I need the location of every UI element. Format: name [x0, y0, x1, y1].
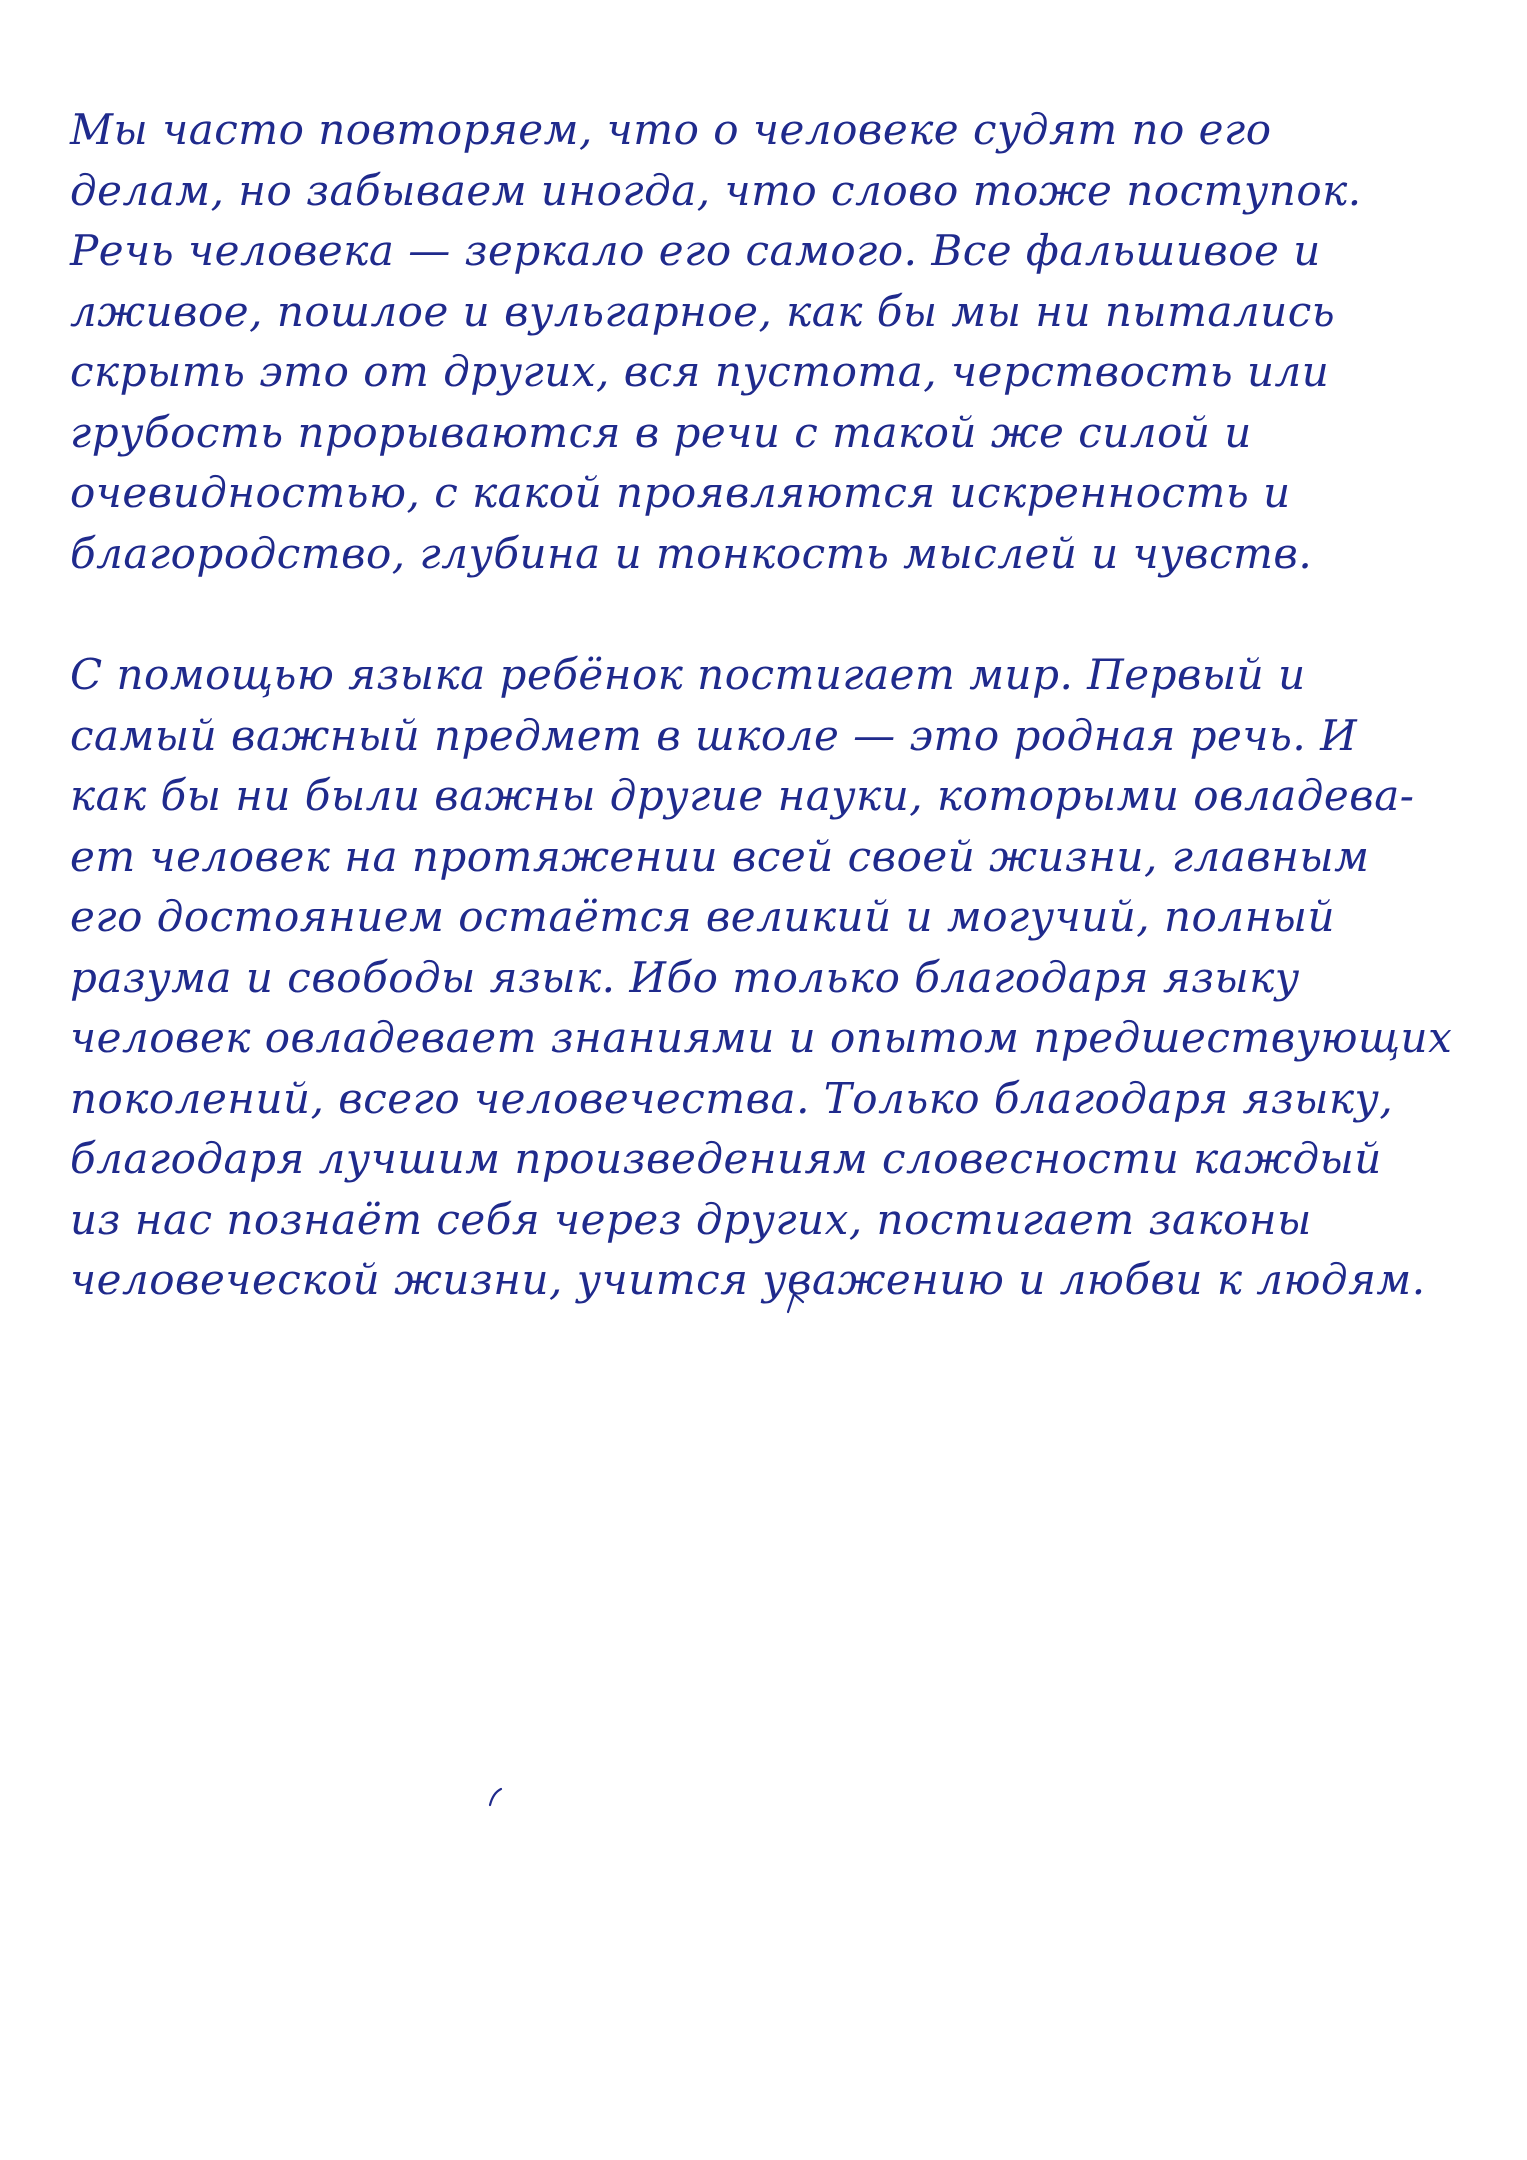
paragraph-1: [70, 100, 1490, 584]
text-line: Мы часто повторяем, что о человеке судят по его: [70, 105, 1272, 154]
pen-stroke-mark: [487, 1785, 507, 1807]
text-line: Речь человека — зеркало его самого. Все фальшивое и: [70, 226, 1321, 275]
text-line: благодаря лучшим произведениям словесности каждый: [70, 1134, 1382, 1183]
text-line: самый важный предмет в школе — это родная речь. И: [70, 710, 1358, 760]
text-line: поколений, всего человечества. Только благодаря языку,: [70, 1073, 1394, 1123]
text-line: благородство, глубина и тонкость мыслей и чувств.: [70, 528, 1313, 578]
text-line: скрыть это от других, вся пустота, черствость или: [70, 347, 1330, 396]
text-line: из нас познаёт себя через других, постигает законы: [70, 1194, 1312, 1244]
text-line: ет человек на протяжении всей своей жизни, главным: [70, 831, 1370, 881]
text-line: человеческой жизни, учится уважению и любви к людям.: [70, 1255, 1426, 1304]
pen-stroke-mark: [785, 1290, 807, 1314]
text-line: человек овладевает знаниями и опытом предшествующих: [70, 1013, 1453, 1062]
paragraph-2: [70, 645, 1490, 1311]
text-line: грубость прорываются в речи с такой же силой и: [70, 407, 1252, 457]
text-line: делам, но забываем иногда, что слово тоже поступок.: [70, 165, 1362, 215]
text-line: С помощью языка ребёнок постигает мир. Первый и: [70, 650, 1306, 699]
text-line: лживое, пошлое и вульгарное, как бы мы ни пытались: [70, 286, 1336, 336]
text-line: как бы ни были важны другие науки, которыми овладева-: [70, 771, 1415, 820]
text-line: разума и свободы язык. Ибо только благодаря языку: [70, 952, 1300, 1002]
text-line: его достоянием остаётся великий и могучий, полный: [70, 892, 1335, 941]
text-line: очевидностью, с какой проявляются искренность и: [70, 468, 1291, 517]
